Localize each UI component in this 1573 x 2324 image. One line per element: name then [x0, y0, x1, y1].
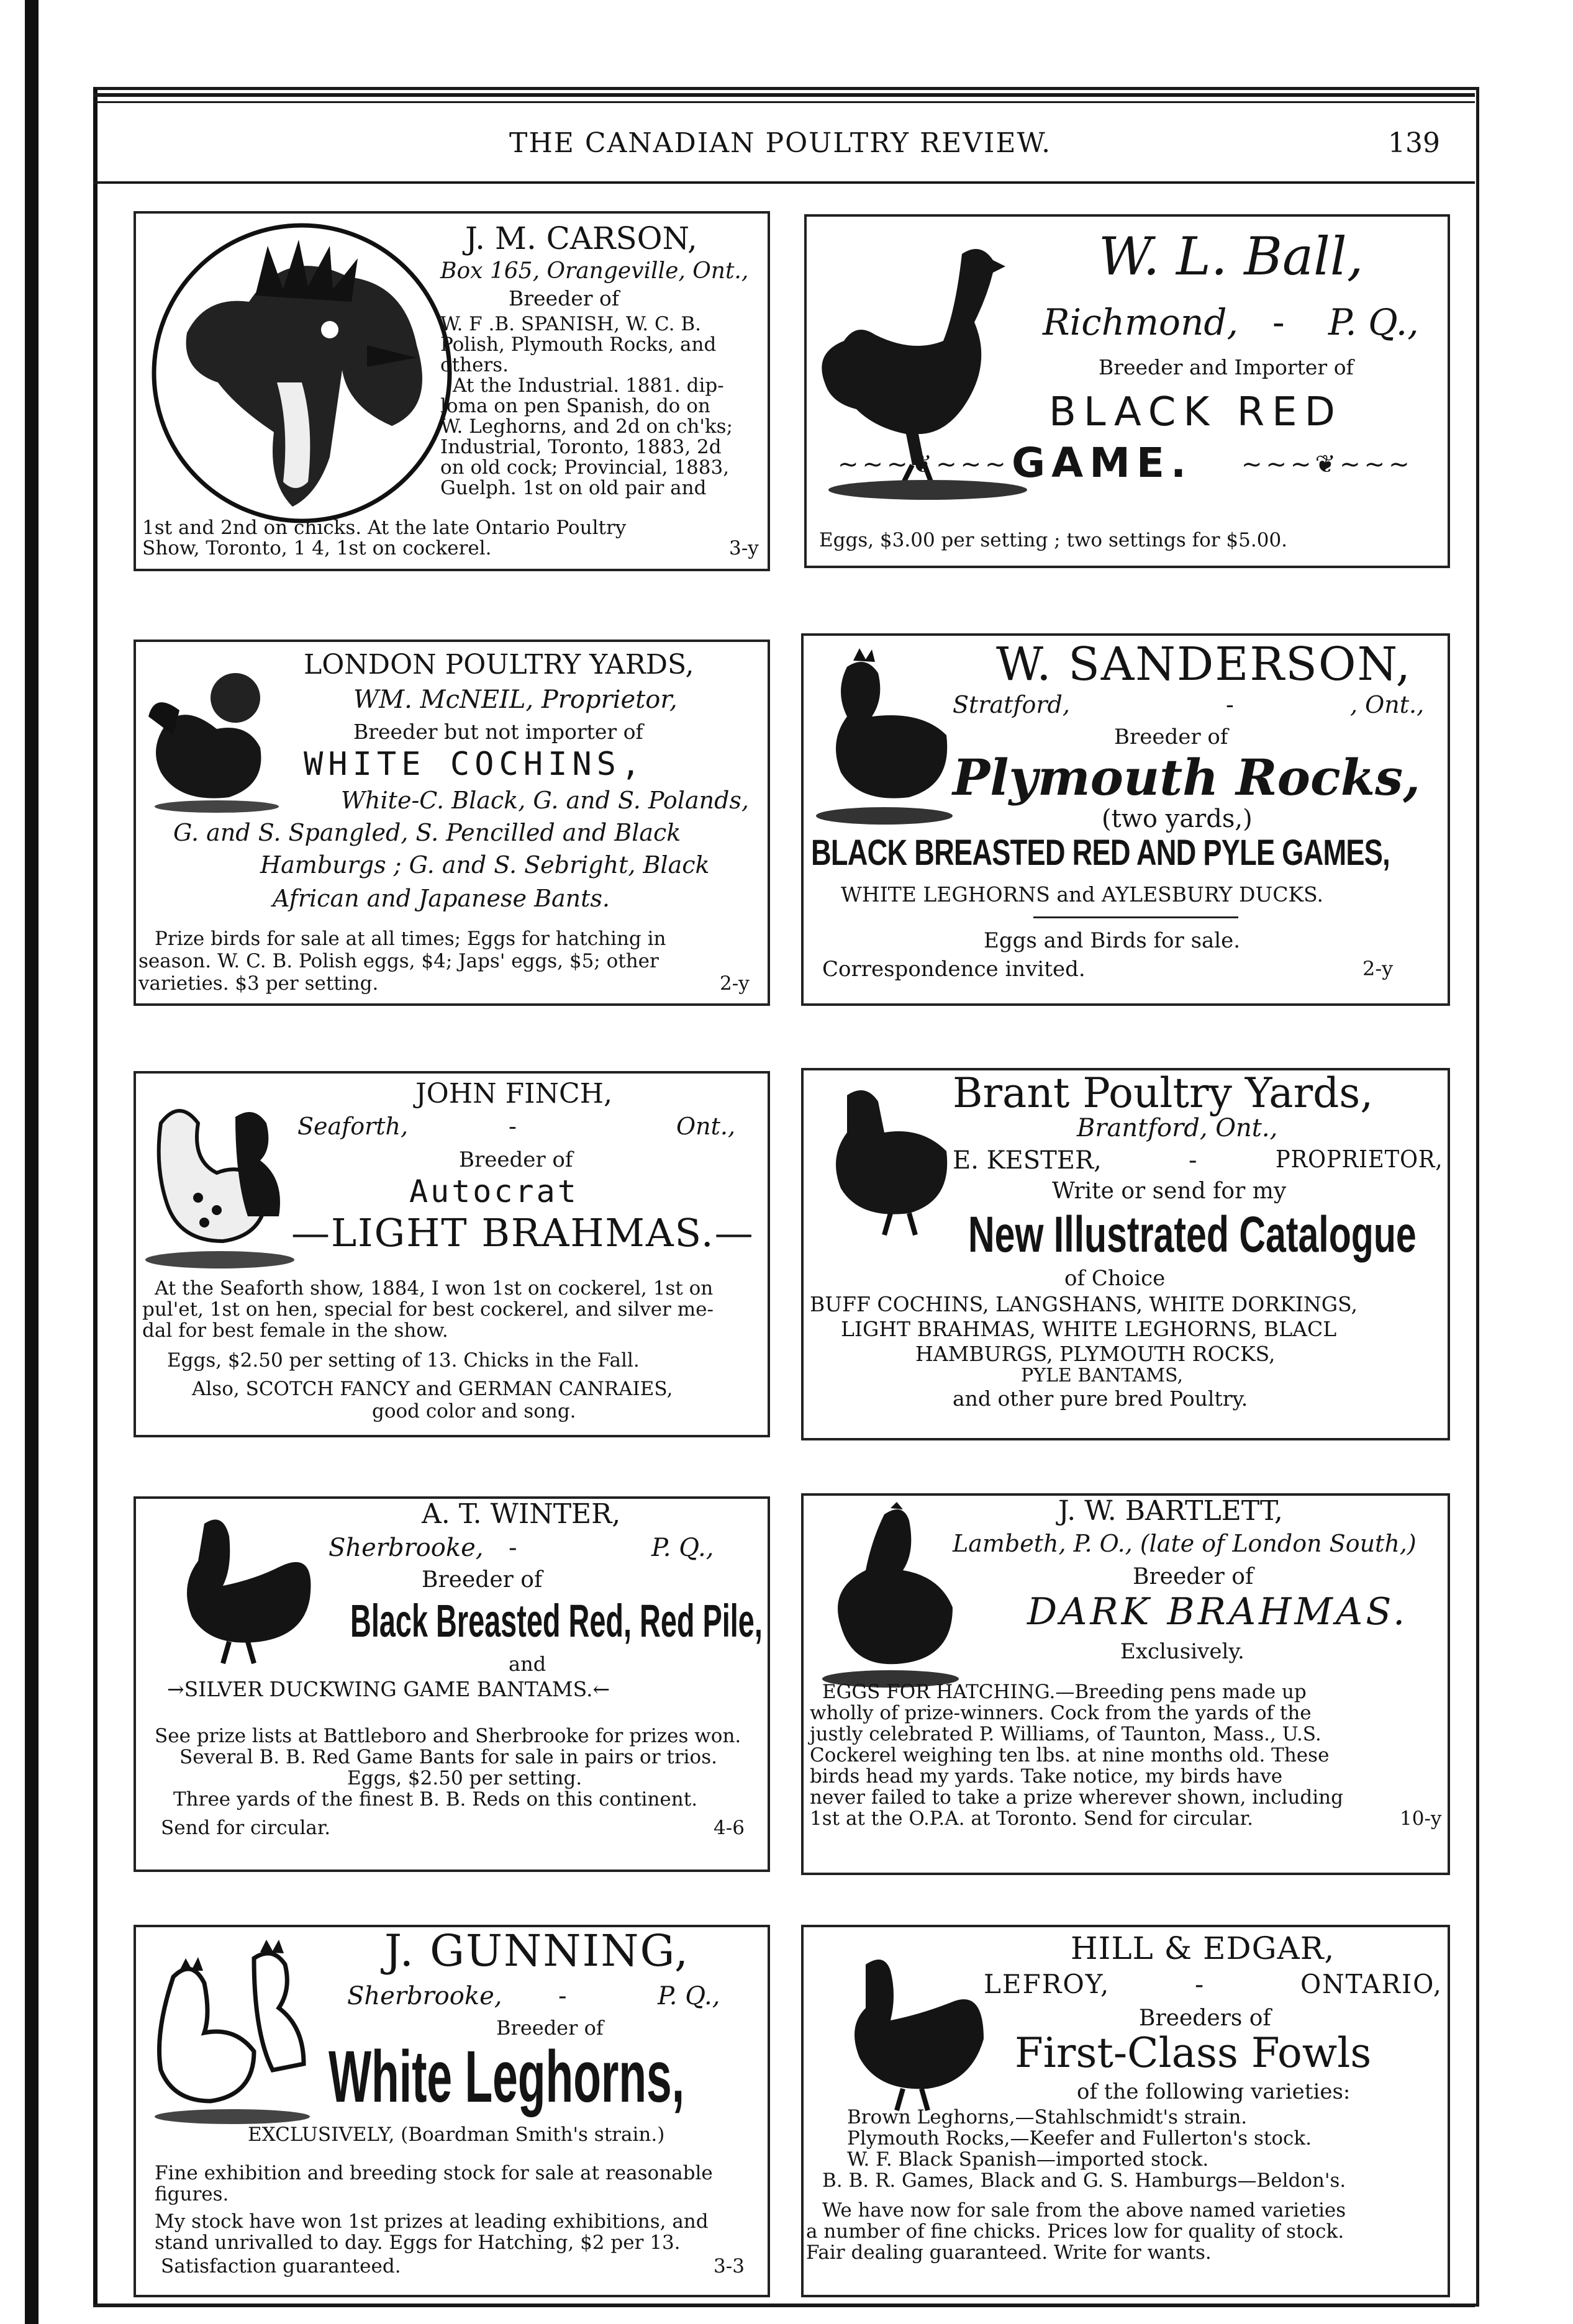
winter-breeder-of: Breeder of	[422, 1567, 543, 1593]
black-rooster-icon	[828, 1952, 990, 2114]
brant-catalogue: New Illustrated Catalogue	[968, 1206, 1417, 1263]
winter-and: and	[509, 1652, 546, 1676]
bartlett-line-6: never failed to take a prize wherever shown, including	[810, 1786, 1343, 1809]
gunning-place: Sherbrooke,	[347, 1982, 502, 2010]
sanderson-two-yards: (two yards,)	[1102, 805, 1253, 833]
hill-line-4: B. B. R. Games, Black and G. S. Hamburgs—Beldon's.	[822, 2169, 1346, 2192]
cochin-hen-icon	[142, 667, 291, 816]
hill-sale-2: a number of fine chicks. Prices low for quality of stock.	[806, 2220, 1344, 2243]
carson-address: Box 165, Orangeville, Ont.,	[440, 258, 749, 284]
gunning-line-2: figures.	[155, 2183, 229, 2205]
sanderson-place: Stratford,	[953, 691, 1070, 718]
carson-line-6: W. Leghorns, and 2d on ch'ks;	[440, 415, 733, 438]
carson-bottom-line-1: 1st and 2nd on chicks. At the late Ontario Poultry	[142, 517, 627, 539]
gunning-dash: -	[558, 1982, 567, 2010]
sanderson-correspondence: Correspondence invited.	[822, 957, 1086, 982]
hill-line-3: W. F. Black Spanish—imported stock.	[847, 2148, 1209, 2171]
ad-brant	[801, 1068, 1450, 1440]
bartlett-breeder-of: Breeder of	[1133, 1564, 1254, 1589]
london-line-4: African and Japanese Bants.	[273, 885, 610, 912]
bartlett-line-5: birds head my yards. Take notice, my birds have	[810, 1765, 1283, 1788]
hill-breed: First-Class Fowls	[1015, 2029, 1372, 2077]
london-white-cochins: WHITE COCHINS,	[304, 746, 646, 783]
winter-dash: -	[509, 1534, 517, 1562]
carson-term: 3-y	[729, 537, 759, 559]
ball-footer: Eggs, $3.00 per setting ; two settings for $5.00.	[819, 529, 1288, 551]
ad-winter	[134, 1496, 770, 1872]
game-rooster-icon	[161, 1511, 322, 1666]
brant-place: Brantford, Ont.,	[1077, 1114, 1278, 1142]
london-term: 2-y	[720, 972, 750, 995]
ball-subtitle: Breeder and Importer of	[1099, 355, 1354, 379]
finch-also: Also, SCOTCH FANCY and GERMAN CANRAIES,	[192, 1378, 673, 1400]
sanderson-term: 2-y	[1362, 957, 1394, 980]
finch-song: good color and song.	[372, 1400, 576, 1422]
london-breeder: Breeder but not importer of	[353, 720, 643, 744]
hill-dash: -	[1195, 1969, 1204, 1999]
brahma-pair-icon	[142, 1086, 297, 1272]
carson-line-5: loma on pen Spanish, do on	[440, 395, 710, 417]
carson-bottom-line-2: Show, Toronto, 1 4, 1st on cockerel.	[142, 537, 492, 559]
ad-sanderson	[801, 633, 1450, 1006]
gunning-line-3: My stock have won 1st prizes at leading exhibitions, and	[155, 2210, 709, 2233]
header-rule	[93, 181, 1475, 184]
london-proprietor: WM. McNEIL, Proprietor,	[353, 685, 678, 714]
finch-province: Ont.,	[676, 1113, 736, 1140]
ball-place: Richmond,	[1043, 301, 1238, 343]
ball-ornament-right: ~~~❦~~~	[1241, 450, 1413, 479]
ball-game: GAME.	[1012, 439, 1193, 487]
london-name: LONDON POULTRY YARDS,	[304, 649, 694, 680]
bartlett-line-1: EGGS FOR HATCHING.—Breeding pens made up	[822, 1681, 1307, 1703]
hill-sale-1: We have now for sale from the above named varieties	[822, 2199, 1346, 2222]
gunning-term: 3-3	[714, 2255, 745, 2277]
ad-london	[134, 640, 770, 1006]
bartlett-line-2: wholly of prize-winners. Cock from the yards of the	[810, 1702, 1312, 1724]
finch-autocrat: Autocrat	[409, 1173, 579, 1209]
winter-term: 4-6	[714, 1817, 745, 1839]
bartlett-name: J. W. BARTLETT,	[1058, 1495, 1283, 1527]
finch-place: Seaforth,	[297, 1113, 409, 1140]
gunning-name: J. GUNNING,	[384, 1925, 690, 1976]
winter-line-4: Three yards of the finest B. B. Reds on this continent.	[173, 1788, 698, 1811]
bartlett-line-4: Cockerel weighing ten lbs. at nine months old. These	[810, 1744, 1330, 1766]
sanderson-ducks: WHITE LEGHORNS and AYLESBURY DUCKS.	[841, 882, 1324, 907]
finch-name: JOHN FINCH,	[415, 1078, 613, 1110]
ad-ball	[804, 214, 1450, 568]
page-number: 139	[1388, 127, 1440, 159]
sanderson-name: W. SANDERSON,	[996, 638, 1412, 691]
top-double-rule-thin	[93, 101, 1475, 103]
brant-dash: -	[1189, 1146, 1197, 1175]
leghorn-pair-icon	[148, 1940, 316, 2126]
winter-line-3: Eggs, $2.50 per setting.	[347, 1767, 583, 1789]
carson-line-7: Industrial, Toronto, 1883, 2d	[440, 436, 722, 458]
sanderson-plymouth: Plymouth Rocks,	[953, 748, 1421, 807]
page-edge-rule	[25, 0, 39, 2324]
london-line-3: Hamburgs ; G. and S. Sebright, Black	[260, 851, 710, 879]
finch-eggs: Eggs, $2.50 per setting of 13. Chicks in the Fall.	[167, 1349, 640, 1372]
ball-ornament-left: ~~~❦~~~	[838, 450, 1010, 479]
brant-of-choice: of Choice	[1064, 1266, 1166, 1291]
sanderson-breeder-of: Breeder of	[1114, 725, 1228, 749]
ball-name: W. L. Ball,	[1099, 226, 1364, 287]
gunning-breed: White Leghorns,	[329, 2036, 685, 2118]
brant-write: Write or send for my	[1052, 1178, 1287, 1204]
sanderson-province: , Ont.,	[1350, 691, 1425, 718]
ad-carson	[134, 211, 770, 571]
finch-line-2: pul'et, 1st on hen, special for best cockerel, and silver me-	[142, 1298, 714, 1321]
brant-line-3: HAMBURGS, PLYMOUTH ROCKS,	[915, 1342, 1276, 1366]
bartlett-term: 10-y	[1400, 1807, 1442, 1830]
winter-province: P. Q.,	[651, 1534, 714, 1562]
finch-line-3: dal for best female in the show.	[142, 1319, 448, 1342]
carson-line-3: others.	[440, 354, 509, 376]
finch-dash: -	[509, 1113, 517, 1140]
ad-hill-edgar	[801, 1925, 1450, 2297]
hill-breeders-of: Breeders of	[1139, 2005, 1271, 2031]
brant-line-5: and other pure bred Poultry.	[953, 1386, 1248, 1411]
finch-line-1: At the Seaforth show, 1884, I won 1st on cockerel, 1st on	[155, 1277, 714, 1300]
hill-sale-3: Fair dealing guaranteed. Write for wants.	[806, 2241, 1212, 2264]
winter-place: Sherbrooke,	[329, 1534, 484, 1562]
gunning-satisfaction: Satisfaction guaranteed.	[161, 2255, 401, 2277]
london-prize-1: Prize birds for sale at all times; Eggs for hatching in	[155, 928, 666, 950]
winter-line-2: Several B. B. Red Game Bants for sale in pairs or trios.	[179, 1746, 717, 1768]
top-double-rule	[93, 93, 1475, 97]
hill-place: LEFROY,	[984, 1969, 1110, 1999]
ad-finch	[134, 1071, 770, 1437]
hill-name: HILL & EDGAR,	[1071, 1930, 1335, 1966]
sanderson-games: BLACK BREASTED RED AND PYLE GAMES,	[811, 833, 1390, 873]
gunning-breeder-of: Breeder of	[496, 2016, 604, 2040]
sanderson-rule	[1033, 916, 1238, 918]
finch-light-brahmas: —LIGHT BRAHMAS.—	[291, 1210, 755, 1255]
sanderson-eggs: Eggs and Birds for sale.	[984, 928, 1241, 953]
hill-province: ONTARIO,	[1300, 1969, 1443, 1999]
carson-line-1: W. F .B. SPANISH, W. C. B.	[440, 313, 701, 335]
carson-line-9: Guelph. 1st on old pair and	[440, 477, 707, 499]
london-prize-2: season. W. C. B. Polish eggs, $4; Japs' eggs, $5; other	[138, 950, 659, 972]
sanderson-dash: -	[1226, 691, 1234, 718]
gunning-line-4: stand unrivalled to day. Eggs for Hatching, $2 per 13.	[155, 2231, 681, 2254]
ad-bartlett	[801, 1493, 1450, 1875]
winter-breed: Black Breasted Red, Red Pile,	[350, 1595, 763, 1647]
plymouth-rock-icon	[810, 648, 959, 828]
hen-icon	[816, 1077, 959, 1238]
ball-black-red: BLACK RED	[1049, 389, 1343, 435]
brant-proprietor: PROPRIETOR,	[1276, 1146, 1443, 1173]
bartlett-exclusively: Exclusively.	[1120, 1639, 1244, 1664]
london-prize-3: varieties. $3 per setting.	[138, 972, 379, 995]
gunning-line-1: Fine exhibition and breeding stock for sale at reasonable	[155, 2162, 713, 2184]
gunning-province: P. Q.,	[658, 1982, 720, 2010]
hill-line-2: Plymouth Rocks,—Keefer and Fullerton's stock.	[847, 2127, 1312, 2150]
ball-dash: -	[1272, 301, 1285, 343]
hill-line-1: Brown Leghorns,—Stahlschmidt's strain.	[847, 2106, 1248, 2128]
carson-line-8: on old cock; Provincial, 1883,	[440, 456, 730, 479]
winter-silver: →SILVER DUCKWING GAME BANTAMS.←	[167, 1677, 610, 1701]
bartlett-line-3: justly celebrated P. Williams, of Taunton, Mass., U.S.	[810, 1723, 1321, 1745]
bartlett-place: Lambeth, P. O., (late of London South,)	[953, 1530, 1417, 1557]
winter-circular: Send for circular.	[161, 1817, 331, 1839]
london-line-1: White-C. Black, G. and S. Polands,	[341, 787, 749, 814]
bottom-rule	[93, 2304, 1475, 2307]
winter-line-1: See prize lists at Battleboro and Sherbrooke for prizes won.	[155, 1725, 741, 1747]
london-line-2: G. and S. Spangled, S. Pencilled and Black	[173, 819, 681, 846]
bartlett-breed: DARK BRAHMAS.	[1027, 1590, 1408, 1634]
carson-breeder-of: Breeder of	[509, 286, 620, 310]
ball-province: P. Q.,	[1328, 301, 1419, 343]
brant-line-2: LIGHT BRAHMAS, WHITE LEGHORNS, BLACL	[841, 1317, 1337, 1341]
brant-line-1: BUFF COCHINS, LANGSHANS, WHITE DORKINGS,	[810, 1292, 1358, 1316]
ad-gunning	[134, 1925, 770, 2297]
brant-name: Brant Poultry Yards,	[953, 1069, 1374, 1117]
finch-breeder-of: Breeder of	[459, 1147, 573, 1172]
brant-kester: E. KESTER,	[953, 1146, 1102, 1175]
carson-line-2: Polish, Plymouth Rocks, and	[440, 333, 717, 356]
carson-line-4: At the Industrial. 1881. dip-	[453, 374, 724, 397]
running-head: THE CANADIAN POULTRY REVIEW.	[509, 127, 1052, 159]
gunning-exclusively: EXCLUSIVELY, (Boardman Smith's strain.)	[248, 2123, 665, 2146]
bartlett-line-7: 1st at the O.P.A. at Toronto. Send for circular.	[810, 1807, 1253, 1830]
carson-name: J. M. CARSON,	[465, 220, 697, 256]
brahma-rooster-icon	[816, 1502, 965, 1688]
rooster-portrait-icon	[143, 221, 460, 525]
winter-name: A. T. WINTER,	[422, 1498, 621, 1530]
hill-following: of the following varieties:	[1077, 2079, 1351, 2104]
brant-line-4: PYLE BANTAMS,	[1021, 1365, 1184, 1386]
